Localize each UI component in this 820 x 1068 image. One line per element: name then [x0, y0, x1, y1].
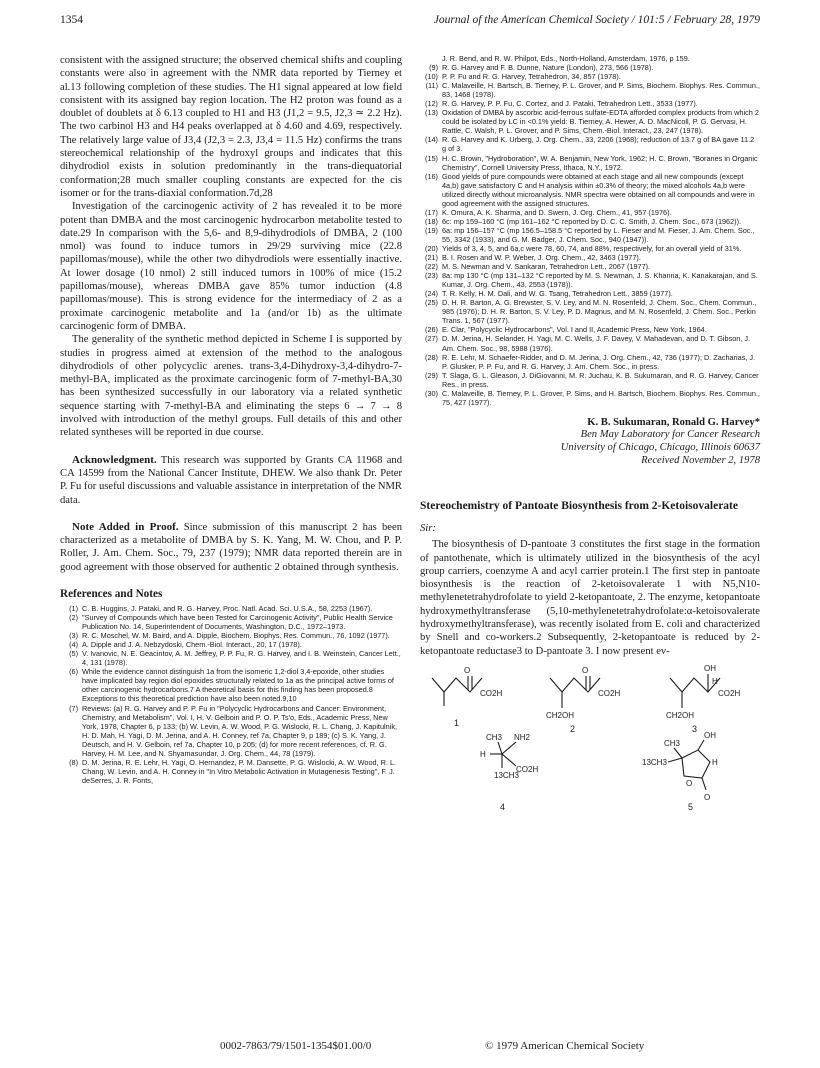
reference-number: (23)	[425, 271, 438, 281]
footer-code: 0002-7863/79/1501-1354$01.00/0	[220, 1040, 372, 1052]
reference-text: C. B. Huggins, J. Pataki, and R. G. Harvey, Proc. Natl. Acad. Sci. U.S.A., 58, 2253 (1967).	[82, 603, 373, 613]
reference-number: (18)	[425, 216, 438, 226]
s4-h: H	[480, 749, 486, 759]
reference-item	[420, 253, 760, 262]
reference-text: R. C. Moschel, W. M. Baird, and A. Dipple, Biochem. Biophys. Res. Commun., 76, 1092 (1977).	[82, 631, 390, 641]
reference-item	[60, 758, 402, 785]
reference-number: (24)	[425, 289, 438, 299]
reference-number: (19)	[425, 225, 438, 235]
reference-item	[420, 154, 760, 172]
reference-item	[420, 244, 760, 253]
compound-2-label: 2	[570, 723, 576, 734]
structure-1-chain	[432, 678, 482, 692]
chemical-structures	[420, 662, 760, 822]
structure-5-carbonyl	[702, 778, 706, 790]
reference-item	[420, 172, 760, 208]
acknowledgment-text: This research was supported by Grants CA 11968 and CA 14599 from the National Cancer Institute, DHEW. We also thank Dr. Peter P. Fu for useful discussions and valuable assistance in interpretation of the NMR data.	[60, 454, 402, 506]
reference-text: M. S. Newman and V. Sankaran, Tetrahedron Lett., 2067 (1977).	[442, 262, 651, 272]
note-text: Since submission of this manuscript 2 has been characterized as a metabolite of DMBA by S. K. Yang, M. W. Chou, and P. P. Roller, J. Am. Chem. Soc., 79, 237 (1979); NMR data reported therein are in good agreement with those observed for authentic 2 obtained through synthesis.	[60, 521, 402, 573]
reference-item	[420, 226, 760, 244]
reference-text: While the evidence cannot distinguish 1a from the isomeric 1,2-diol 3,4-epoxide, other studies have implicated bay region diol epoxides structurally related to 1a as the principal active forms of other carcinogenic hydrocarbons.7 A theoretical basis for this finding has been proposed.8 Exceptions to this theoretical prediction have also been noted.9,10	[82, 667, 394, 704]
reference-text: R. G. Harvey and F. B. Dunne, Nature (London), 273, 566 (1978).	[442, 63, 654, 73]
s1-o: O	[464, 665, 471, 675]
s4-ch3: CH3	[486, 732, 503, 742]
compound-1-label: 1	[454, 717, 460, 728]
s2-o: O	[582, 665, 589, 675]
affiliation-university: University of Chicago, Chicago, Illinois 60637	[560, 442, 760, 454]
reference-number: (22)	[425, 262, 438, 272]
reference-text: D. H. R. Barton, A. G. Brewster, S. V. Ley, and M. N. Rosenfeld, J. Chem. Soc., Chem. Commun., 985 (1976); D. H. R. Barton, S. V. Ley, P. D. Magnus, and M. N. Rosenfeld, J. Chem. Soc., Perkin Trans. 1, 567 (1977).	[442, 298, 757, 326]
reference-number: (26)	[425, 325, 438, 335]
reference-item	[420, 135, 760, 153]
structure-4-ch3-bond	[498, 742, 502, 754]
reference-item	[60, 613, 402, 631]
reference-text: A. Dipple and J. A. Nebzydoski, Chem.-Biol. Interact., 20, 17 (1978).	[82, 640, 302, 650]
left-paragraph-1: consistent with the assigned structure; the observed chemical shifts and coupling constants were also in agreement with the NMR data reported by Tierney et al.13 following completion of these studies. The H1 signal appeared at low field consistent with its assigned bay region location. The H2 proton was found as a doublet of doublets at δ 6.13 coupled to H1 and H3 (J1,2 = 9.5, J2,3 ≃ 2.2 Hz). The two carbinol H3 and H4 peaks overlapped at δ 4.60 and 4.69, respectively. The relatively large value of J3,4 (J2,3 = 2.3, J3,4 = 11.5 Hz) confirms the trans stereochemical relationship of the hydroxyl groups and indicates that this dihydrodiol exists in solution predominantly in the trans-diequatorial conformation;28 much smaller coupling constants are expected for the cis isomer or for the trans-diaxial conformation.7d,28	[60, 55, 402, 199]
reference-text: R. E. Lehr, M. Schaefer-Ridder, and D. M. Jerina, J. Org. Chem., 42, 736 (1977); D. Zacharias, J. P. Glusker, P. P. Fu, and R. G. Harvey, J. Am. Chem. Soc., in press.	[442, 352, 756, 371]
reference-number: (10)	[425, 72, 438, 82]
s4-13ch3: 13CH3	[494, 770, 519, 780]
reference-number: (16)	[425, 171, 438, 181]
footer-copyright: © 1979 American Chemical Society	[485, 1040, 645, 1052]
reference-item	[420, 108, 760, 135]
reference-text: T. Slaga, G. L. Gleason, J. DiGiovanni, M. R. Juchau, K. B. Sukumaran, and R. G. Harvey, Cancer Res., in press.	[442, 370, 759, 389]
compound-4-label: 4	[500, 801, 506, 812]
reference-item	[420, 81, 760, 99]
page-header	[60, 14, 760, 30]
reference-item	[420, 208, 760, 217]
reference-number: (11)	[425, 81, 438, 91]
reference-number: (21)	[425, 253, 438, 263]
reference-number: (17)	[425, 207, 438, 217]
reference-text: T. R. Kelly, H. M. Dali, and W. G. Tsang, Tetrahedron Lett., 3859 (1977).	[442, 289, 673, 299]
reference-text: V. Ivanovic, N. E. Geacintov, A. M. Jeffrey, P. P. Fu, R. G. Harvey, and I. B. Weinstein, Cancer Lett., 4, 131 (1978).	[82, 649, 401, 668]
reference-item	[60, 704, 402, 758]
page-number: 1354	[60, 14, 83, 26]
reference-item	[420, 334, 760, 352]
reference-text: Reviews: (a) R. G. Harvey and P. P. Fu in "Polycyclic Hydrocarbons and Cancer: Environment, Chemistry, and Metabolism", Vol. I, H. V. Gelboin and P. O. P. Ts'o, Eds., Academic Press, New York, 1978, Chapter 6, p 133; (b) W. Levin, A. W. Wood, P. G. Wislocki, R. L. Chang, J. Kapitulnik, H. D. Mah, H. Yagi, D. M. Jerina, and A. H. Conney, ref 7a, Chapter 9, p 189; (c) S. K. Yang, J. Deutsch, and H. V. Gelboin, ref 7a, Chapter 10, p 205; (d) for more recent references, cf. R. G. Harvey, H. M. Lee, and N. Shyamasundar, J. Org. Chem., 44, 78 (1979).	[82, 703, 397, 758]
structure-5-oh-bond	[698, 740, 704, 750]
right-column	[420, 54, 760, 822]
reference-item	[420, 54, 760, 63]
s5-13ch3: 13CH3	[642, 757, 667, 767]
reference-number: (30)	[425, 388, 438, 398]
right-paragraph-1: The biosynthesis of D-pantoate 3 constitutes the first stage in the formation of pantothenate, which is ultimately utilized in the biosynthesis of the acyl group carriers, coenzyme A and acyl carrier protein.1 The first step in pantoate biosynthesis is the reaction of 2-ketoisovalerate 1 with N5,N10-methylenetetrahydrofolate to yield 2-ketopantoate, 2. The enzyme, ketopantoate hydroxymethyltransferase (5,10-methylenetetrahydrofolate:α-ketoisovalerate hydroxymethyltransferase), was recently isolated from E. coli and characterized by Snell and co-workers.2 Subsequently, 2-ketopantoate is reduced by 2-ketopantoate reductase3 to D-pantoate 3. I now present ev-	[420, 539, 760, 657]
reference-text: 8a: mp 130 °C (mp 131–132 °C reported by M. S. Newman, J. S. Khanna, K. Kanakarajan, and S. Kumar, J. Org. Chem., 43, 2553 (1978)).	[442, 271, 758, 290]
reference-number: (15)	[425, 153, 438, 163]
reference-item	[420, 63, 760, 72]
reference-item	[420, 289, 760, 298]
s3-co2h: CO2H	[718, 688, 741, 698]
acknowledgment-heading: Acknowledgment.	[72, 453, 157, 466]
reference-item	[420, 389, 760, 407]
compound-5-label: 5	[688, 801, 694, 812]
structure-2-chain	[550, 678, 600, 692]
left-paragraph-3: The generality of the synthetic method depicted in Scheme I is supported by studies in progress aimed at extension of the method to the analogous dihydrodiols of other polycyclic arenes. trans-3,4-Dihydroxy-3,4-dihydro-7-methyl-BA, implicated as the proximate carcinogenic form of 7-methyl-BA,30 has been synthesized successfully in our laboratory via a related synthetic sequence starting with 7-methyl-BA and eliminating the steps 6 → 7 → 8 involved with introduction of the methyl groups. Full details of this and other related syntheses will be reported in due course.	[60, 334, 402, 439]
reference-text: K. Omura, A. K. Sharma, and D. Swern, J. Org. Chem., 41, 957 (1976).	[442, 207, 672, 217]
s5-ch3: CH3	[664, 738, 681, 748]
references-heading: References and Notes	[60, 587, 163, 600]
reference-text: R. G. Harvey, P. P. Fu, C. Cortez, and J. Pataki, Tetrahedron Lett., 3533 (1977).	[442, 99, 698, 109]
reference-number: (4)	[69, 640, 78, 650]
left-paragraph-2: Investigation of the carcinogenic activity of 2 has revealed it to be more potent than DMBA and the most carcinogenic hydrocarbon metabolite tested to date.29 In comparison with the 5,6- and 8,9-dihydrodiols of DMBA, 2 (100 nmol) was found to induce tumors in 29/29 surviving mice (22.8 papillomas/mouse), while the other two dihydrodiols were essentially inactive. At lower dosage (10 nmol) 2 still induced tumors in 100% of mice (15.2 papillomas/mouse), whereas DMBA gave 85% tumor induction (4.8 papillomas/mouse). This is strong evidence for the intermediacy of 2 as a proximate carcinogenic metabolite and 1a (and/or 1b) as the ultimate carcinogenic form of DMBA.	[60, 201, 402, 332]
references-list-left	[60, 604, 402, 785]
salutation: Sir:	[420, 523, 436, 535]
reference-text: P. P. Fu and R. G. Harvey, Tetrahedron, 34, 857 (1978).	[442, 72, 621, 82]
reference-number: (8)	[69, 757, 78, 767]
note-heading: Note Added in Proof.	[72, 520, 179, 533]
reference-item	[60, 649, 402, 667]
structure-5-13ch3-bond	[668, 758, 682, 762]
reference-number: (14)	[425, 135, 438, 145]
s3-ch2oh: CH2OH	[666, 710, 695, 720]
reference-item	[420, 262, 760, 271]
reference-number: (25)	[425, 298, 438, 308]
s4-nh2: NH2	[514, 732, 531, 742]
reference-item	[420, 99, 760, 108]
reference-item	[420, 72, 760, 81]
reference-number: (5)	[69, 649, 78, 659]
reference-number: (7)	[69, 703, 78, 713]
compound-3-label: 3	[692, 723, 698, 734]
s5-h: H	[712, 757, 718, 767]
reference-number: (1)	[69, 603, 78, 613]
reference-text: B. I. Rosen and W. P. Weber, J. Org. Chem., 42, 3463 (1977).	[442, 253, 641, 263]
received-date: Received November 2, 1978	[641, 455, 760, 467]
reference-number: (12)	[425, 99, 438, 109]
reference-text: Oxidation of DMBA by ascorbic acid-ferrous sulfate-EDTA afforded complex products from which 2 could be isolated by LC in <0.1% yield: B. Tierney, A. Hewer, A. D. MacNicoll, P. G. Gervasi, H. Rattle, C. Walsh, P. L. Grover, and P. Sims, Chem.-Biol. Interact., 23, 247 (1978).	[442, 108, 759, 136]
reference-item	[420, 353, 760, 371]
s5-o-carbonyl: O	[704, 792, 711, 802]
reference-text: 6c: mp 159–160 °C (mp 161–162 °C reported by D. C. C. Smith, J. Chem. Soc., 673 (1962)).	[442, 216, 742, 226]
note-added-in-proof	[60, 521, 402, 574]
s3-oh: OH	[704, 663, 716, 673]
reference-text: R. G. Harvey and K. Urberg, J. Org. Chem., 33, 2206 (1968); reduction of 13.7 g of BA gave 11.2 g of 3.	[442, 135, 755, 154]
reference-text: C. Malaveille, B. Tierney, P. L. Grover, P. Sims, and H. Bartsch, Biochem. Biophys. Res. Commun., 75, 427 (1977).	[442, 388, 760, 407]
reference-text: E. Clar, "Polycyclic Hydrocarbons", Vol. I and II, Academic Press, New York, 1964.	[442, 325, 707, 335]
s1-co2h: CO2H	[480, 688, 503, 698]
references-list-right	[420, 54, 760, 407]
structures-svg	[420, 662, 760, 822]
reference-number: (29)	[425, 370, 438, 380]
affiliation-lab: Ben May Laboratory for Cancer Research	[580, 428, 760, 440]
reference-number: (6)	[69, 667, 78, 677]
authors: K. B. Sukumaran, Ronald G. Harvey*	[587, 416, 760, 428]
structure-4-co2h-bond	[502, 754, 516, 766]
reference-text: 6a: mp 156–157 °C (mp 156.5–158.5 °C reported by L. Fieser and M. Fieser, J. Am. Chem. Soc., 55, 3342 (1933), and G. M. Badger, J. Chem. Soc., 940 (1947)).	[442, 225, 755, 244]
reference-item	[60, 667, 402, 703]
reference-item	[60, 640, 402, 649]
s3-h: H	[712, 676, 718, 686]
s4-co2h: CO2H	[516, 764, 539, 774]
s5-o-ring: O	[686, 778, 693, 788]
s2-ch2oh: CH2OH	[546, 710, 575, 720]
reference-number: (27)	[425, 334, 438, 344]
reference-number: (2)	[69, 613, 78, 623]
article-title: Stereochemistry of Pantoate Biosynthesis from 2-Ketoisovalerate	[420, 499, 738, 512]
reference-text: C. Malaveille, H. Bartsch, B. Tierney, P. L. Grover, and P. Sims, Biochem. Biophys. Res. Commun., 83, 1468 (1978).	[442, 81, 760, 100]
reference-item	[60, 604, 402, 613]
structure-4-nh2-bond	[502, 742, 516, 754]
reference-number: (13)	[425, 108, 438, 118]
reference-text: Yields of 3, 4, 5, and 6a,c were 78, 60, 74, and 88%, respectively, for an overall yield of 31%.	[442, 243, 742, 253]
reference-text: Good yields of pure compounds were obtained at each stage and all new compounds (except 4a,b) gave satisfactory C and H analysis within ±0.3% of theory; the mixed alcohols 4a,b were utilized directly without microanalysis. NMR spectra were obtained on all compounds and were in good agreement with the assigned structures.	[442, 171, 755, 208]
reference-number: (20)	[425, 243, 438, 253]
reference-text: J. R. Bend, and R. W. Philpot, Eds., North-Holland, Amsterdam, 1976, p 159.	[442, 54, 690, 63]
reference-item	[420, 217, 760, 226]
reference-number: (9)	[429, 63, 438, 73]
left-column	[60, 54, 402, 785]
reference-number: (3)	[69, 631, 78, 641]
reference-item	[420, 298, 760, 325]
reference-item	[420, 271, 760, 289]
reference-item	[420, 371, 760, 389]
structure-5-ch3-bond	[674, 748, 682, 758]
s2-co2h: CO2H	[598, 688, 621, 698]
reference-item	[60, 631, 402, 640]
reference-item	[420, 325, 760, 334]
reference-text: D. M. Jerina, R. E. Lehr, H. Yagi, O. Hernandez, P. M. Dansette, P. G. Wislocki, A. W. Wood, R. L. Chang, W. Levin, and A. H. Conney in "In Vitro Metabolic Activation in Mutagenesis Testing", F. J. deSerres, J. R. Fonts,	[82, 757, 397, 785]
structure-5-ring	[682, 750, 710, 778]
journal-header: Journal of the American Chemical Society / 101:5 / February 28, 1979	[433, 14, 760, 26]
reference-text: "Survey of Compounds which have been Tested for Carcinogenic Activity", Public Health Service Publication No. 14, Superintendent of Documents, Washington, D.C., 1972–1973.	[82, 613, 393, 632]
reference-number: (28)	[425, 352, 438, 362]
s5-oh: OH	[704, 730, 716, 740]
acknowledgment	[60, 454, 402, 507]
reference-text: D. M. Jerina, H. Selander, H. Yagi, M. C. Wells, J. F. Davey, V. Mahadevan, and D. T. Gibson, J. Am. Chem. Soc., 98, 5988 (1976).	[442, 334, 751, 353]
reference-text: H. C. Brown, "Hydroboration", W. A. Benjamin, New York, 1962; H. C. Brown, "Boranes in Organic Chemistry", Cornell University Press, Ithaca, N.Y., 1972.	[442, 153, 758, 172]
